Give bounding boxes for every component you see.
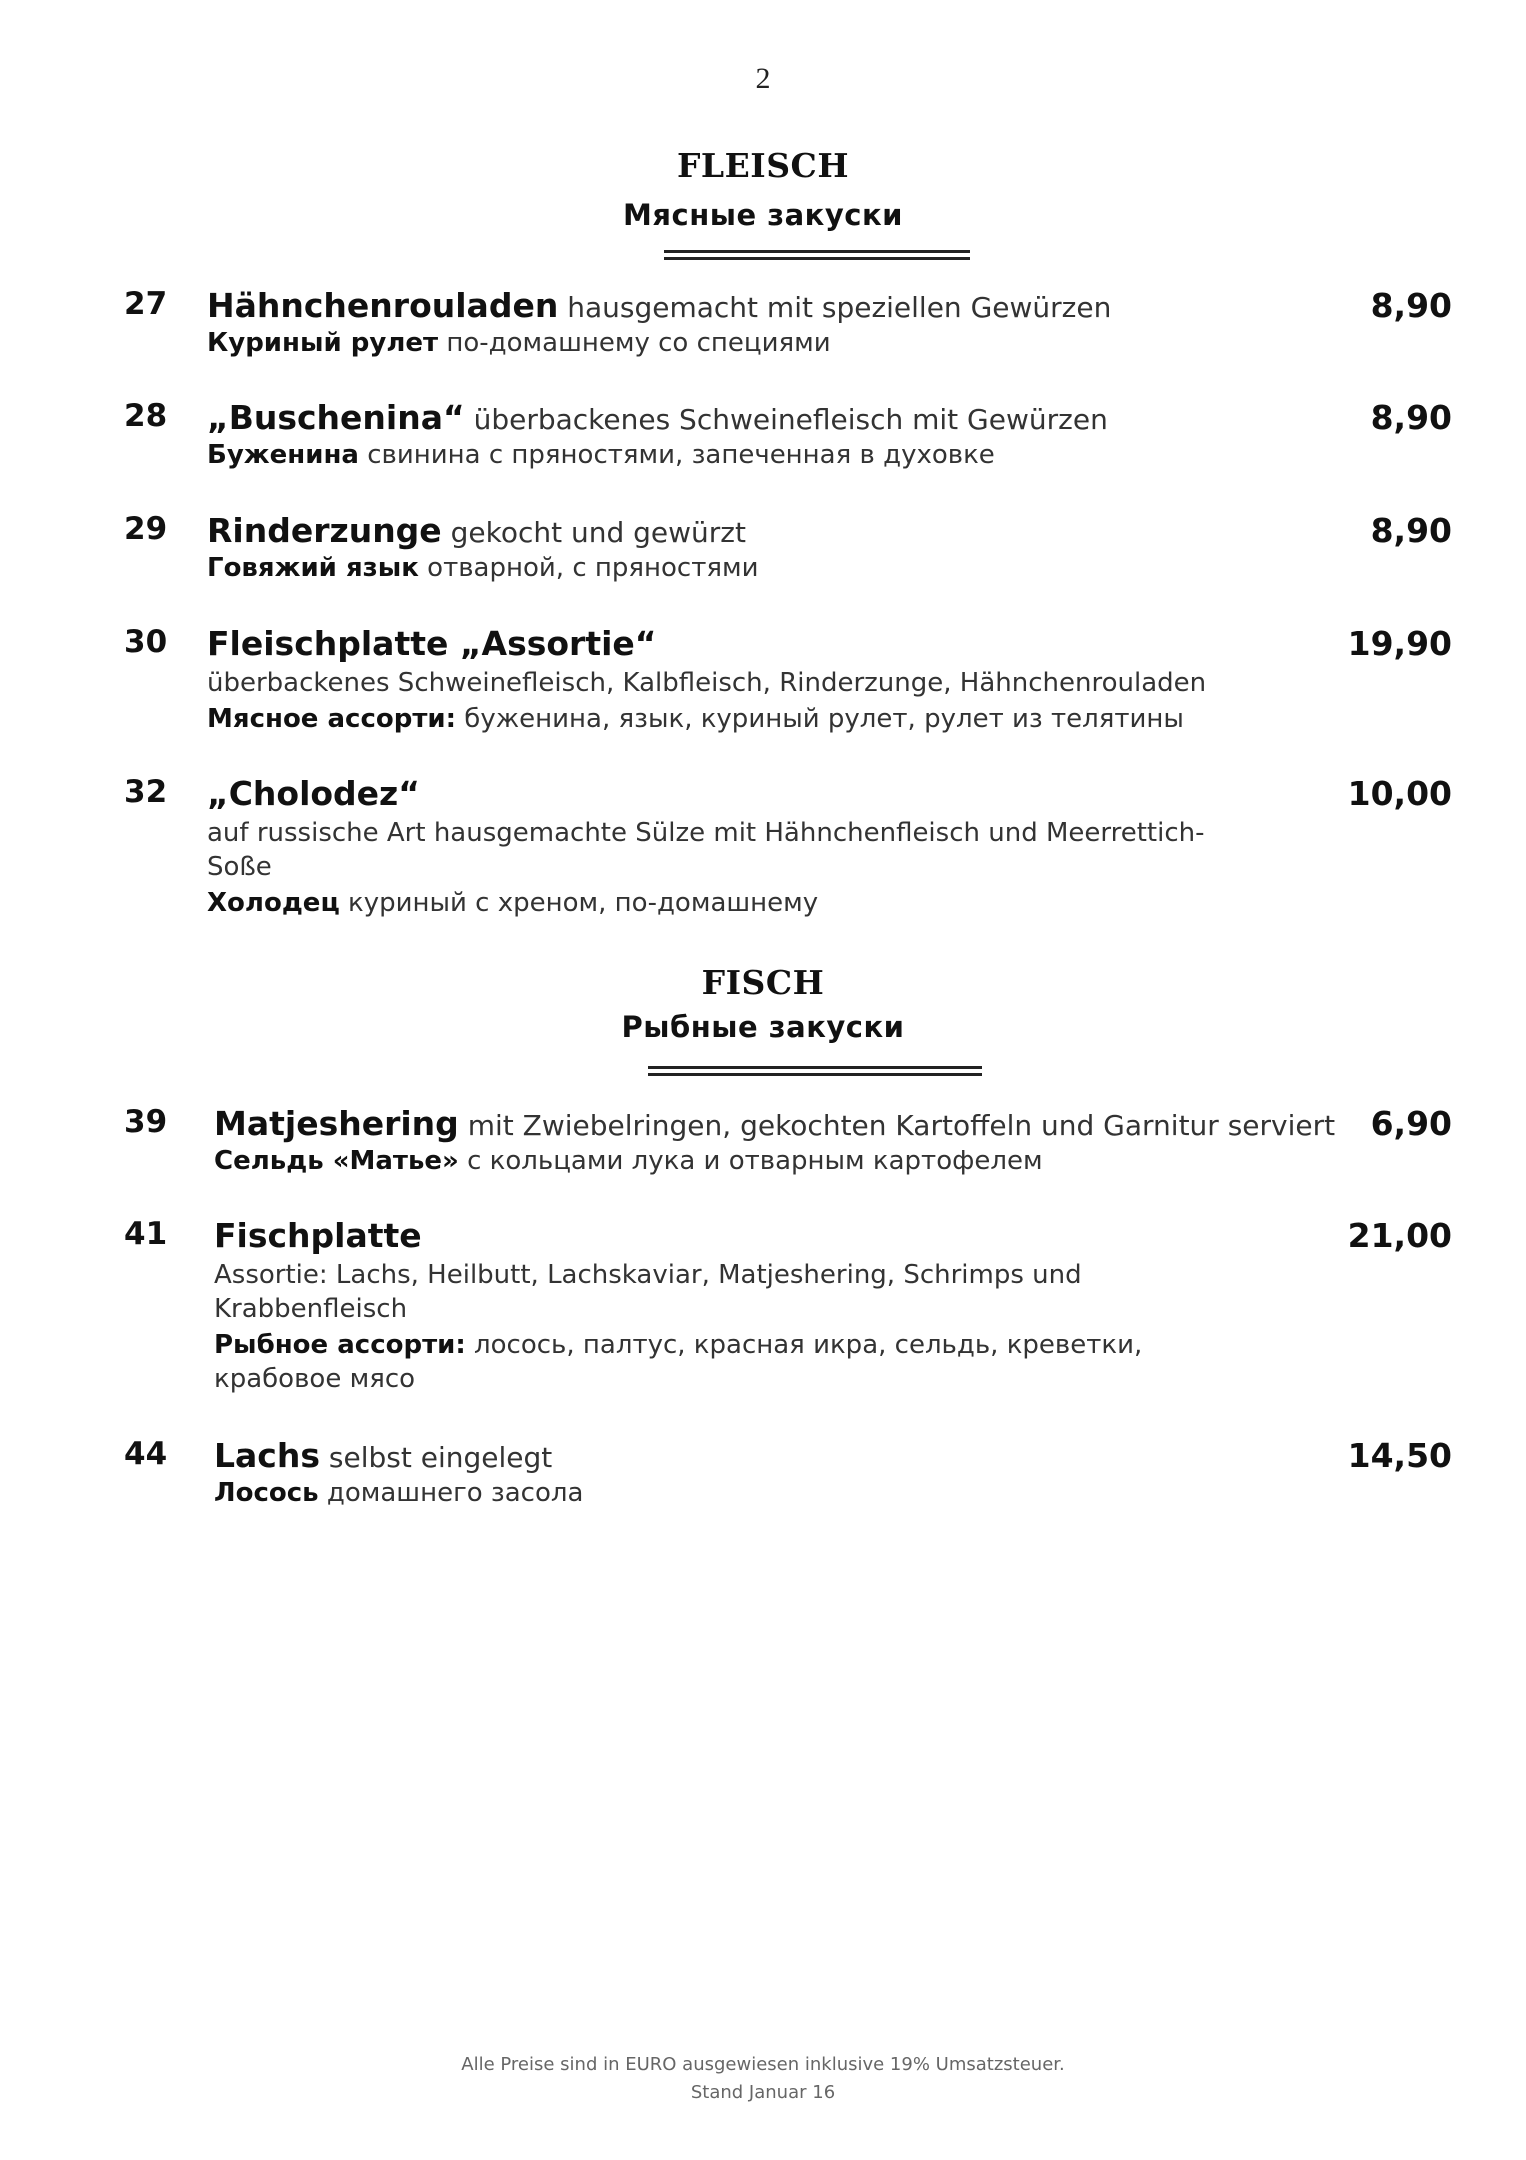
item-title-line bbox=[214, 1104, 1335, 1143]
item-price: 14,50 bbox=[1347, 1436, 1452, 1475]
item-price: 21,00 bbox=[1347, 1216, 1452, 1255]
item-name: Rinderzunge bbox=[207, 511, 442, 550]
item-number: 27 bbox=[124, 286, 168, 322]
item-russian bbox=[214, 1476, 583, 1510]
item-russian-name: Лосось bbox=[214, 1478, 319, 1508]
item-name: „Buschenina“ bbox=[207, 398, 465, 437]
item-russian bbox=[207, 551, 759, 585]
section-subtitle-fleisch: Мясные закуски bbox=[623, 198, 903, 232]
item-number: 39 bbox=[124, 1104, 168, 1140]
item-detail: mit Zwiebelringen, gekochten Kartoffeln und Garnitur serviert bbox=[458, 1109, 1336, 1142]
item-detail: hausgemacht mit speziellen Gewürzen bbox=[558, 291, 1112, 324]
item-russian bbox=[214, 1328, 1142, 1362]
item-title-line bbox=[207, 774, 420, 813]
item-price: 8,90 bbox=[1370, 286, 1452, 325]
item-russian-detail: свинина с пряностями, запеченная в духовке bbox=[358, 440, 995, 470]
item-price: 19,90 bbox=[1347, 624, 1452, 663]
section-subtitle-fisch: Рыбные закуски bbox=[621, 1010, 905, 1044]
item-russian-name: Сельдь «Матье» bbox=[214, 1146, 459, 1176]
item-description: Krabbenfleisch bbox=[214, 1294, 408, 1324]
item-number: 29 bbox=[124, 511, 168, 547]
footer-date-note: Stand Januar 16 bbox=[690, 2082, 836, 2103]
page-number: 2 bbox=[755, 62, 771, 95]
section-divider-fleisch bbox=[664, 250, 970, 260]
item-russian-name: Буженина bbox=[207, 440, 359, 470]
item-detail: gekocht und gewürzt bbox=[441, 516, 746, 549]
item-russian-detail: домашнего засола bbox=[318, 1478, 584, 1508]
item-russian bbox=[207, 702, 1184, 736]
item-detail: überbackenes Schweinefleisch mit Gewürzen bbox=[464, 403, 1108, 436]
item-russian-detail: по-домашнему со специями bbox=[438, 328, 831, 358]
item-number: 44 bbox=[124, 1436, 168, 1472]
item-number: 30 bbox=[124, 624, 168, 660]
item-russian-detail: отварной, с пряностями bbox=[418, 553, 759, 583]
item-price: 10,00 bbox=[1347, 774, 1452, 813]
item-title-line bbox=[214, 1436, 552, 1475]
item-title-line bbox=[207, 511, 746, 550]
item-title-line bbox=[207, 624, 656, 663]
item-number: 41 bbox=[124, 1216, 168, 1252]
item-russian-detail: куриный с хреном, по-домашнему bbox=[339, 888, 819, 918]
item-russian-continued: крабовое мясо bbox=[214, 1364, 416, 1394]
item-title-line bbox=[214, 1216, 422, 1255]
item-price: 6,90 bbox=[1370, 1104, 1452, 1143]
item-title-line bbox=[207, 286, 1111, 325]
item-description: Soße bbox=[207, 852, 272, 882]
item-number: 32 bbox=[124, 774, 168, 810]
footer-price-note: Alle Preise sind in EURO ausgewiesen inklusive 19% Umsatzsteuer. bbox=[461, 2054, 1065, 2075]
item-russian bbox=[207, 438, 995, 472]
section-divider-fisch bbox=[648, 1066, 982, 1076]
item-russian-detail: лосось, палтус, красная икра, сельдь, креветки, bbox=[465, 1330, 1143, 1360]
item-name: Hähnchenrouladen bbox=[207, 286, 559, 325]
item-russian-detail: буженина, язык, куриный рулет, рулет из телятины bbox=[456, 704, 1184, 734]
item-price: 8,90 bbox=[1370, 511, 1452, 550]
item-name: Fleischplatte „Assortie“ bbox=[207, 624, 657, 663]
item-russian-name: Куриный рулет bbox=[207, 328, 439, 358]
item-russian-detail: с кольцами лука и отварным картофелем bbox=[458, 1146, 1043, 1176]
item-name: Lachs bbox=[214, 1436, 320, 1475]
item-description: auf russische Art hausgemachte Sülze mit Hähnchenfleisch und Meerrettich- bbox=[207, 818, 1205, 848]
section-title-fisch: FISCH bbox=[701, 963, 825, 1002]
item-number: 28 bbox=[124, 398, 168, 434]
item-russian-name: Холодец bbox=[207, 888, 340, 918]
item-description: Assortie: Lachs, Heilbutt, Lachskaviar, Matjeshering, Schrimps und bbox=[214, 1260, 1082, 1290]
item-russian bbox=[214, 1144, 1043, 1178]
item-russian-name: Рыбное ассорти: bbox=[214, 1330, 466, 1360]
item-russian bbox=[207, 326, 831, 360]
item-description: überbackenes Schweinefleisch, Kalbfleisch, Rinderzunge, Hähnchenrouladen bbox=[207, 668, 1207, 698]
item-russian bbox=[207, 886, 818, 920]
item-name: Matjeshering bbox=[214, 1104, 459, 1143]
item-russian-name: Мясное ассорти: bbox=[207, 704, 457, 734]
item-detail: selbst eingelegt bbox=[320, 1441, 553, 1474]
item-price: 8,90 bbox=[1370, 398, 1452, 437]
item-title-line bbox=[207, 398, 1108, 437]
item-name: Fischplatte bbox=[214, 1216, 422, 1255]
item-russian-name: Говяжий язык bbox=[207, 553, 419, 583]
item-name: „Cholodez“ bbox=[207, 774, 420, 813]
section-title-fleisch: FLEISCH bbox=[677, 146, 849, 185]
